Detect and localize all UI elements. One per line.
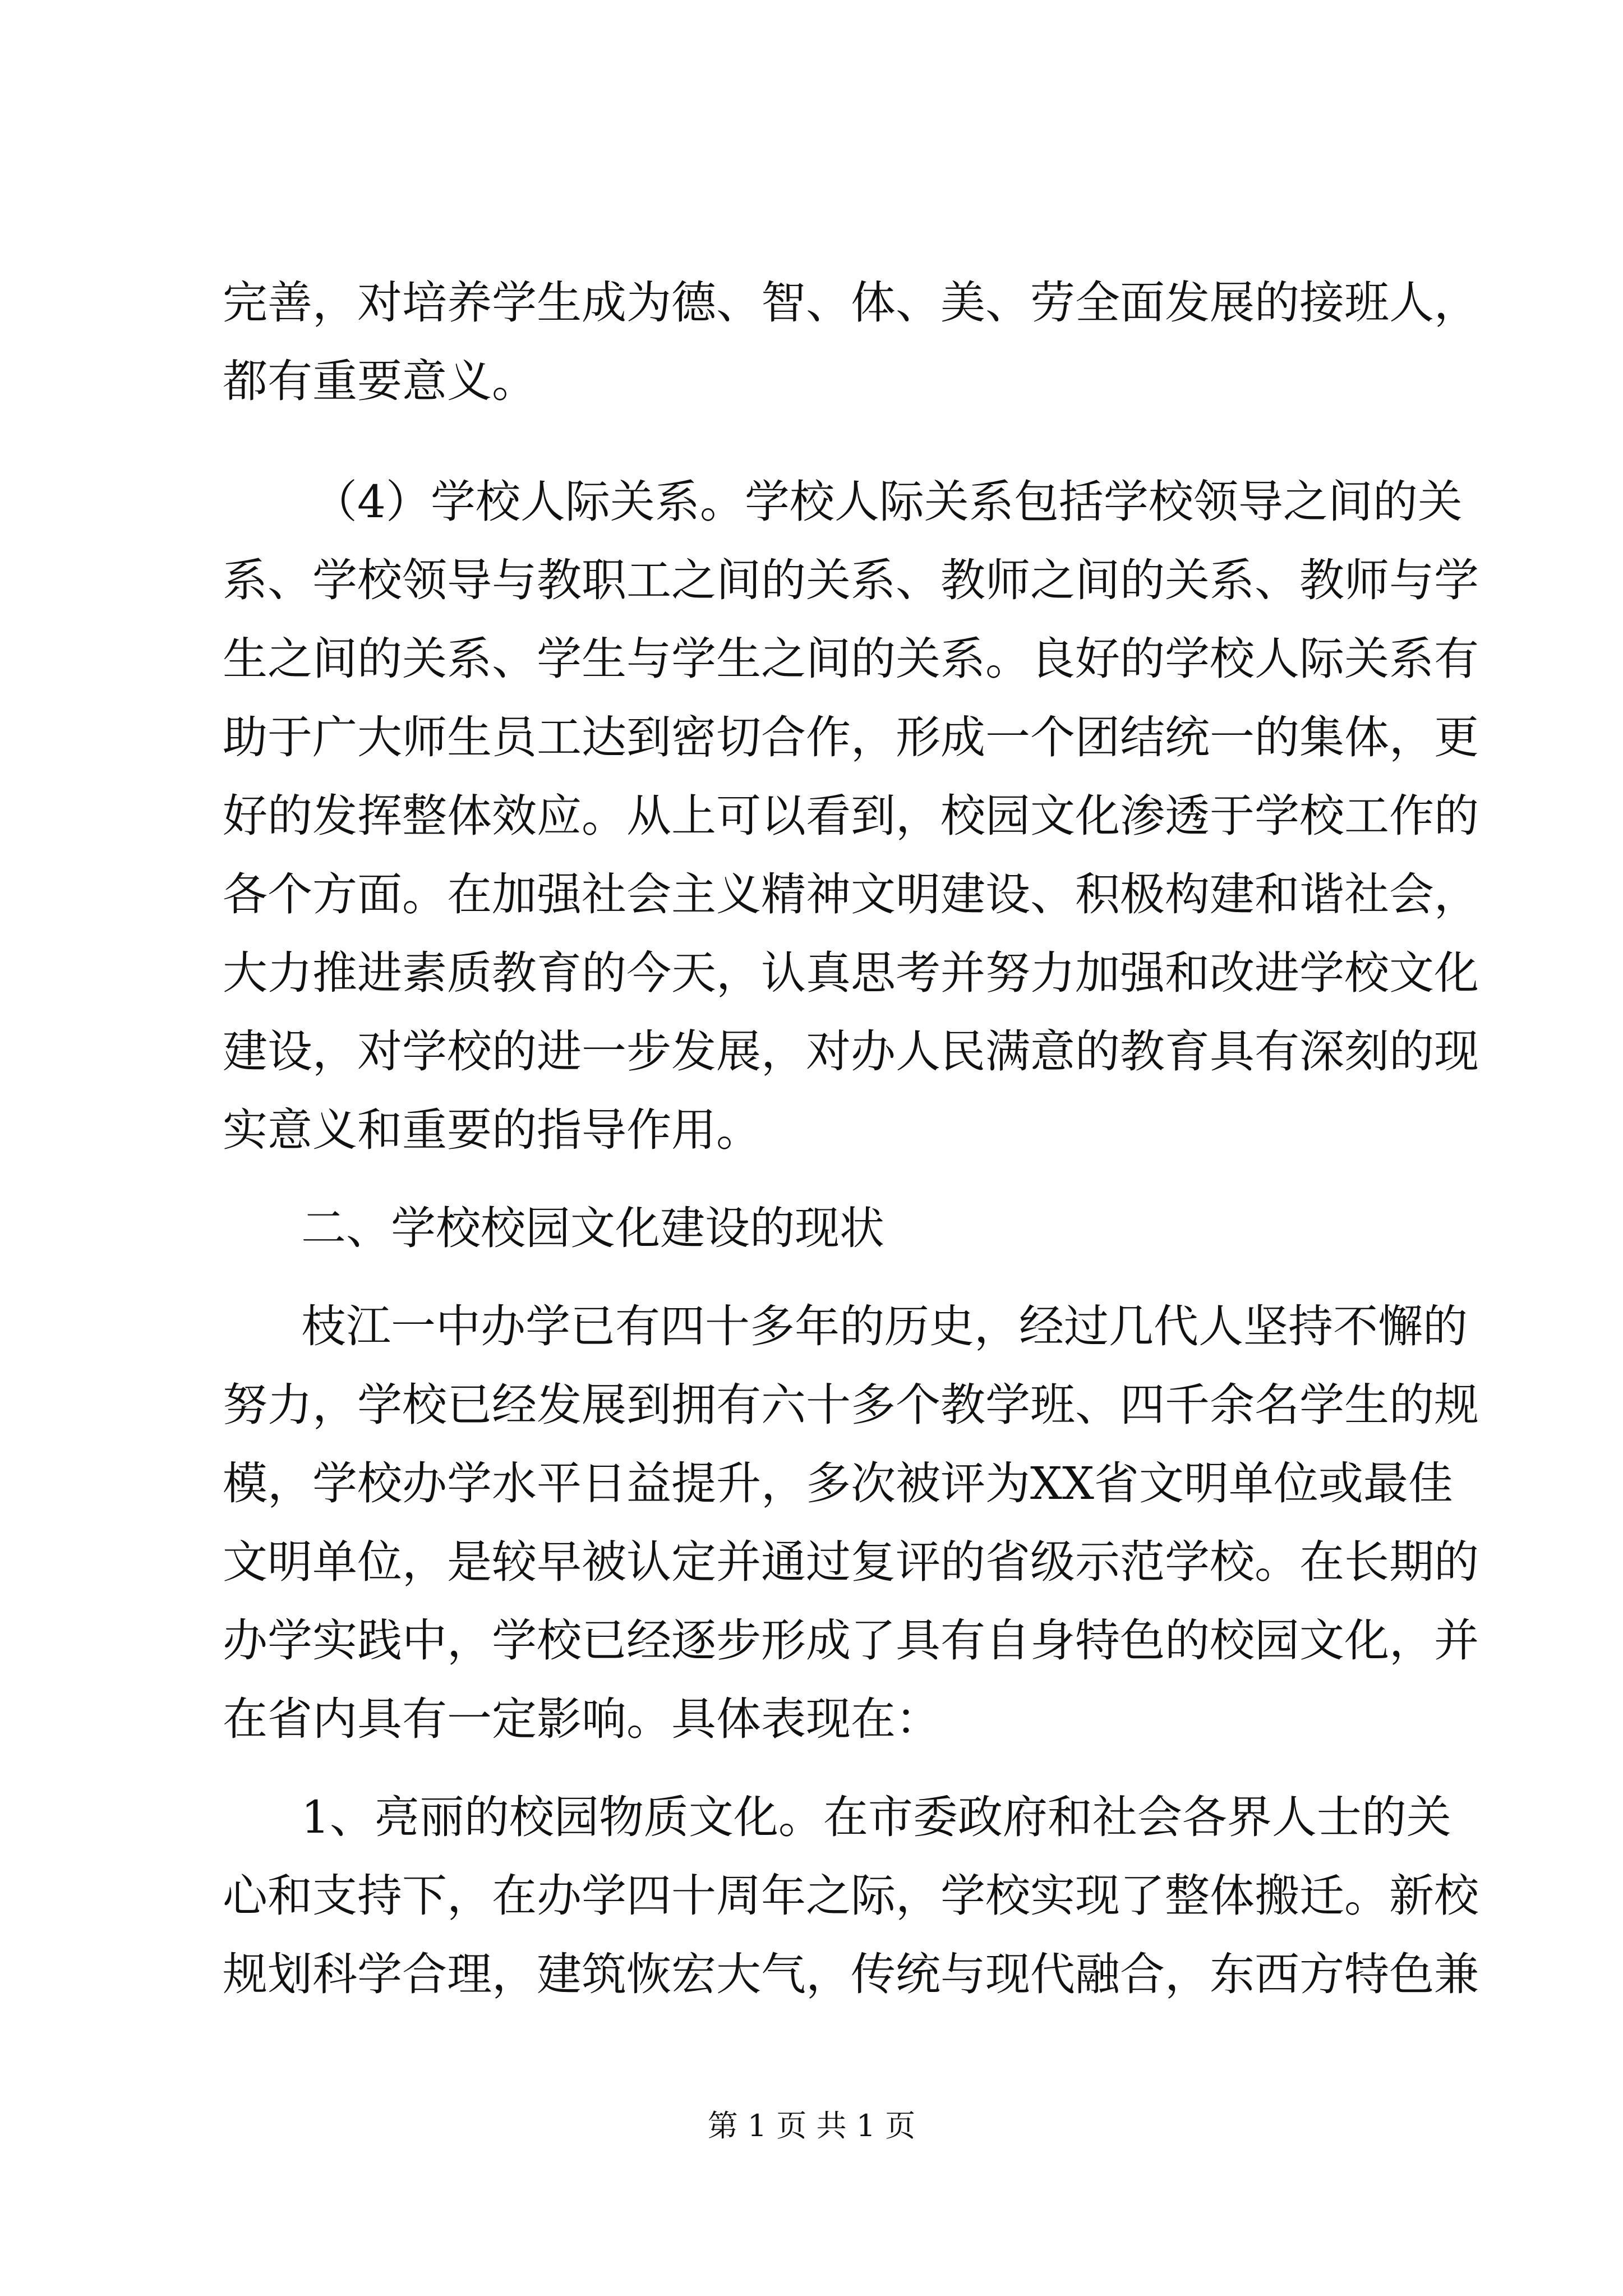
text-line-2: 都有重要意义。 [223,355,537,407]
text-line-7: 好的发挥整体效应。从上可以看到，校园文化渗透于学校工作的 [223,790,1479,842]
text-line-9: 大力推进素质教育的今天，认真思考并努力加强和改进学校文化 [223,947,1479,999]
text-line-1: 完善，对培养学生成为德、智、体、美、劳全面发展的接班人， [223,277,1479,329]
section-heading: 二、学校校园文化建设的现状 [301,1202,884,1254]
text-line-18: 在省内具有一定影响。具体表现在： [223,1693,940,1745]
text-line-21: 规划科学合理，建筑恢宏大气，传统与现代融合，东西方特色兼 [223,1948,1479,2000]
text-line-15: 模，学校办学水平日益提升，多次被评为XX省文明单位或最佳 [223,1457,1453,1510]
text-line-3: （4）学校人际关系。学校人际关系包括学校领导之间的关 [312,476,1463,528]
text-line-4: 系、学校领导与教职工之间的关系、教师之间的关系、教师与学 [223,554,1479,606]
text-line-14: 努力，学校已经发展到拥有六十多个教学班、四千余名学生的规 [223,1379,1479,1431]
text-line-10: 建设，对学校的进一步发展，对办人民满意的教育具有深刻的现 [223,1025,1479,1078]
text-line-5: 生之间的关系、学生与学生之间的关系。良好的学校人际关系有 [223,633,1479,685]
text-line-20: 心和支持下，在办学四十周年之际，学校实现了整体搬迁。新校 [223,1870,1479,1922]
text-line-19: 1、亮丽的校园物质文化。在市委政府和社会各界人士的关 [301,1791,1451,1843]
text-line-6: 助于广大师生员工达到密切合作，形成一个团结统一的集体，更 [223,711,1479,763]
text-line-8: 各个方面。在加强社会主义精神文明建设、积极构建和谐社会， [223,868,1479,921]
text-line-17: 办学实践中，学校已经逐步形成了具有自身特色的校园文化，并 [223,1614,1479,1667]
text-line-11: 实意义和重要的指导作用。 [223,1104,761,1156]
text-line-16: 文明单位，是较早被认定并通过复评的省级示范学校。在长期的 [223,1536,1479,1588]
text-line-13: 枝江一中办学已有四十多年的历史，经过几代人坚持不懈的 [301,1300,1468,1352]
page-footer: 第 1 页 共 1 页 [707,2108,916,2143]
